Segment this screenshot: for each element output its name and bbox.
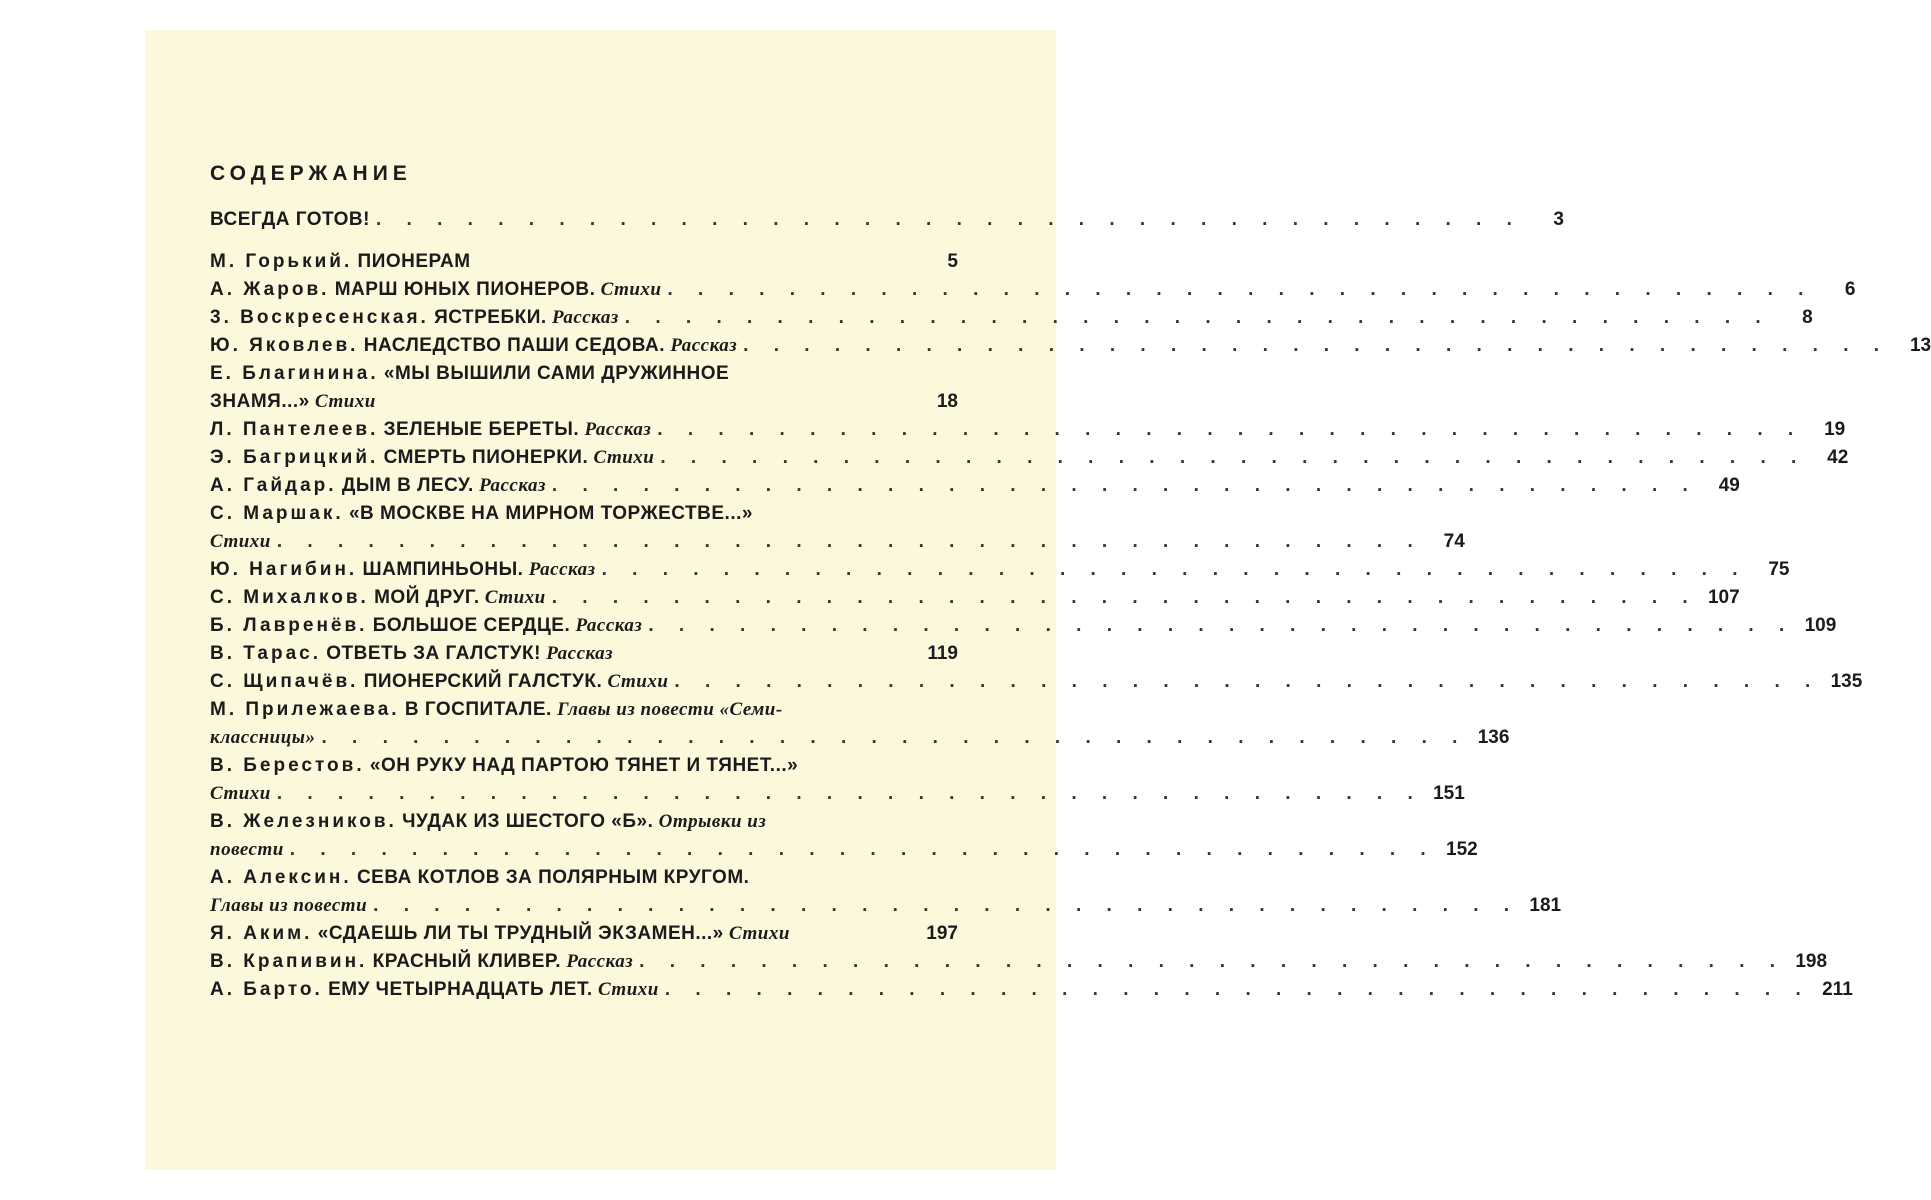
work-title: СМЕРТЬ ПИОНЕРКИ. [383, 447, 589, 468]
page-number: 5 [947, 251, 958, 272]
dot-leader: . . . . . . . . . . . . . . . . . . . . . . . . . . . . . . . . . . . . . . [639, 951, 1786, 972]
author-name: А. Гайдар. [210, 475, 337, 496]
dot-leader: . . . . . . . . . . . . . . . . . . . . . . . . . . . . . . . . . . . . . . [624, 307, 1771, 328]
author-name: А. Барто. [210, 979, 323, 1000]
page-number: 8 [1802, 307, 1813, 328]
page-number: 13 [1909, 335, 1931, 356]
page-number: 198 [1795, 951, 1828, 972]
toc-entry [210, 752, 1465, 808]
toc-entry [210, 500, 1465, 556]
dot-leader: . . . . . . . . . . . . . . . . . . . . . . . . . . . . . . . . . . . . . . [375, 209, 1522, 230]
dot-leader: . . . . . . . . . . . . . . . . . . . . . . . . . . . . . . . . . . . . . . [648, 615, 1795, 636]
genre-label: Стихи [729, 923, 790, 944]
author-name: Ю. Яковлев. [210, 335, 359, 356]
page-number: 6 [1844, 279, 1856, 300]
page-number: 109 [1804, 615, 1837, 636]
page-number: 181 [1529, 895, 1562, 916]
book-page [145, 30, 1931, 1170]
work-title: ВСЕГДА ГОТОВ! [210, 209, 370, 230]
work-title: НАСЛЕДСТВО ПАШИ СЕДОВА. [363, 335, 666, 356]
dot-leader: . . . . . . . . . . . . . . . . . . . . . . . . . . . . . . . . . . . . . . [667, 279, 1814, 300]
toc-entry [210, 416, 1846, 444]
dot-leader: . . . . . . . . . . . . . . . . . . . . . . . . . . . . . . . . . . . . . . [657, 419, 1804, 440]
contents-title: СОДЕРЖАНИЕ [210, 162, 412, 185]
toc-entry [210, 472, 1740, 500]
toc-entry [210, 668, 1863, 696]
author-name: М. Горький. [210, 251, 353, 272]
dot-leader: . . . . . . . . . . . . . . . . . . . . . . . . . . . . . . . . . . . . . . [276, 783, 1423, 804]
toc-entry [210, 360, 958, 416]
dot-leader: . . . . . . . . . . . . . . . . . . . . . . . . . . . . . . . . . . . . . . [289, 839, 1436, 860]
genre-label: Стихи [600, 279, 662, 300]
work-title: БОЛЬШОЕ СЕРДЦЕ. [372, 615, 571, 636]
author-name: С. Щипачёв. [210, 671, 359, 692]
toc-entry [210, 206, 1564, 234]
dot-leader: . . . . . . . . . . . . . . . . . . . . . . . . . . . . . . . . . . . . . . [276, 531, 1423, 552]
author-name: Я. Аким. [210, 923, 313, 944]
genre-label: Главы из повести [210, 895, 368, 916]
genre-label: Рассказ [575, 615, 643, 636]
toc-entry [210, 640, 958, 668]
work-title: ОТВЕТЬ ЗА ГАЛСТУК! [326, 643, 541, 664]
work-title: ЯСТРЕБКИ. [434, 307, 547, 328]
work-title: СЕВА КОТЛОВ ЗА ПОЛЯРНЫМ КРУГОМ. [356, 867, 750, 888]
toc-entry [210, 976, 1853, 1004]
page-number: 151 [1433, 783, 1465, 804]
work-title: ЗЕЛЕНЫЕ БЕРЕТЫ. [383, 419, 580, 440]
work-title: ЕМУ ЧЕТЫРНАДЦАТЬ ЛЕТ. [328, 979, 593, 1000]
toc-entry [210, 556, 1790, 584]
author-name: Э. Багрицкий. [210, 447, 379, 468]
work-title: «ОН РУКУ НАД ПАРТОЮ ТЯНЕТ И ТЯНЕТ...» [369, 755, 799, 776]
genre-label-continued: классницы» [210, 727, 316, 748]
table-of-contents [210, 158, 1931, 1004]
toc-entry [210, 276, 1856, 304]
dot-leader: . . . . . . . . . . . . . . . . . . . . . . . . . . . . . . . . . . . . . . [664, 979, 1811, 1000]
genre-label: Стихи [315, 391, 376, 412]
work-title: МОЙ ДРУГ. [374, 587, 480, 608]
work-title: КРАСНЫЙ КЛИВЕР. [372, 951, 562, 972]
work-title: ПИОНЕРСКИЙ ГАЛСТУК. [363, 671, 603, 692]
page-number: 119 [927, 643, 958, 664]
work-title: ПИОНЕРАМ [357, 251, 471, 272]
toc-entry [210, 948, 1828, 976]
genre-label: Рассказ [479, 475, 546, 496]
page-number: 19 [1824, 419, 1846, 440]
author-name: Б. Лавренёв. [210, 615, 368, 636]
work-title: ДЫМ В ЛЕСУ. [341, 475, 474, 496]
author-name: Л. Пантелеев. [210, 419, 379, 440]
page-number: 18 [936, 391, 958, 412]
work-title: «В МОСКВЕ НА МИРНОМ ТОРЖЕСТВЕ...» [348, 503, 753, 524]
page-number: 152 [1446, 839, 1478, 860]
genre-label: Стихи [210, 531, 271, 552]
page-number: 49 [1718, 475, 1740, 496]
author-name: В. Крапивин. [210, 951, 368, 972]
dot-leader: . . . . . . . . . . . . . . . . . . . . . . . . . . . . . . . . . . . . . . [601, 559, 1748, 580]
dot-leader: . . . . . . . . . . . . . . . . . . . . . . . . . . . . . . . . . . . . . . [743, 335, 1890, 356]
work-title: ШАМПИНЬОНЫ. [362, 559, 524, 580]
dot-leader: . . . . . . . . . . . . . . . . . . . . . . . . . . . . . . . . . . . . . . [373, 895, 1520, 916]
dot-leader: . . . . . . . . . . . . . . . . . . . . . . . . . . . . . . . . . . . . . . [321, 727, 1468, 748]
genre-label: Главы из повести «Семи- [557, 699, 783, 720]
author-name: С. Михалков. [210, 587, 369, 608]
author-name: М. Прилежаева. [210, 699, 400, 720]
work-title: «МЫ ВЫШИЛИ САМИ ДРУЖИННОЕ [383, 363, 730, 384]
toc-entry [210, 864, 1562, 920]
genre-label: Рассказ [670, 335, 738, 356]
genre-label: Рассказ [551, 307, 619, 328]
author-name: В. Берестов. [210, 755, 365, 776]
toc-entry [210, 584, 1740, 612]
work-title: МАРШ ЮНЫХ ПИОНЕРОВ. [334, 279, 596, 300]
work-title: «СДАЕШЬ ЛИ ТЫ ТРУДНЫЙ ЭКЗАМЕН...» [317, 923, 724, 944]
page-number: 107 [1707, 587, 1740, 608]
dot-leader: . . . . . . . . . . . . . . . . . . . . . . . . . . . . . . . . . . . . . . [551, 587, 1698, 608]
toc-entry [210, 920, 958, 948]
toc-entry [210, 444, 1849, 472]
page-number: 3 [1553, 209, 1564, 230]
toc-entry [210, 304, 1813, 332]
genre-label: Рассказ [584, 419, 652, 440]
genre-label-continued: повести [210, 839, 284, 860]
toc-entry [210, 808, 1478, 864]
author-name: Е. Благинина. [210, 363, 379, 384]
genre-label: Стихи [484, 587, 546, 608]
toc-entry [210, 248, 958, 276]
genre-label: Отрывки из [658, 811, 767, 832]
dot-leader: . . . . . . . . . . . . . . . . . . . . . . . . . . . . . . . . . . . . . . [551, 475, 1698, 496]
genre-label: Стихи [593, 447, 655, 468]
dot-leader: . . . . . . . . . . . . . . . . . . . . . . . . . . . . . . . . . . . . . . [660, 447, 1807, 468]
page-number: 136 [1477, 727, 1510, 748]
work-title: ЧУДАК ИЗ ШЕСТОГО «Б». [402, 811, 654, 832]
genre-label: Стихи [607, 671, 669, 692]
toc-entry [210, 612, 1837, 640]
genre-label: Рассказ [566, 951, 634, 972]
author-name: В. Железников. [210, 811, 397, 832]
genre-label: Рассказ [528, 559, 596, 580]
page-number: 42 [1827, 447, 1849, 468]
toc-entry [210, 696, 1510, 752]
page-number: 211 [1822, 979, 1853, 1000]
work-title-continued: ЗНАМЯ...» [210, 391, 310, 412]
dot-leader: . . . . . . . . . . . . . . . . . . . . . . . . . . . . . . . . . . . . . . [674, 671, 1821, 692]
author-name: В. Тарас. [210, 643, 321, 664]
genre-label: Стихи [597, 979, 659, 1000]
page-number: 75 [1768, 559, 1790, 580]
genre-label: Стихи [210, 783, 271, 804]
work-title: В ГОСПИТАЛЕ. [404, 699, 552, 720]
page-number: 135 [1830, 671, 1863, 692]
page-number: 197 [926, 923, 958, 944]
author-name: А. Алексин. [210, 867, 352, 888]
author-name: Ю. Нагибин. [210, 559, 358, 580]
author-name: 3. Воскресенская. [210, 307, 429, 328]
genre-label: Рассказ [546, 643, 614, 664]
toc-entry [210, 332, 1931, 360]
author-name: С. Маршак. [210, 503, 344, 524]
author-name: А. Жаров. [210, 279, 330, 300]
page-number: 74 [1443, 531, 1465, 552]
